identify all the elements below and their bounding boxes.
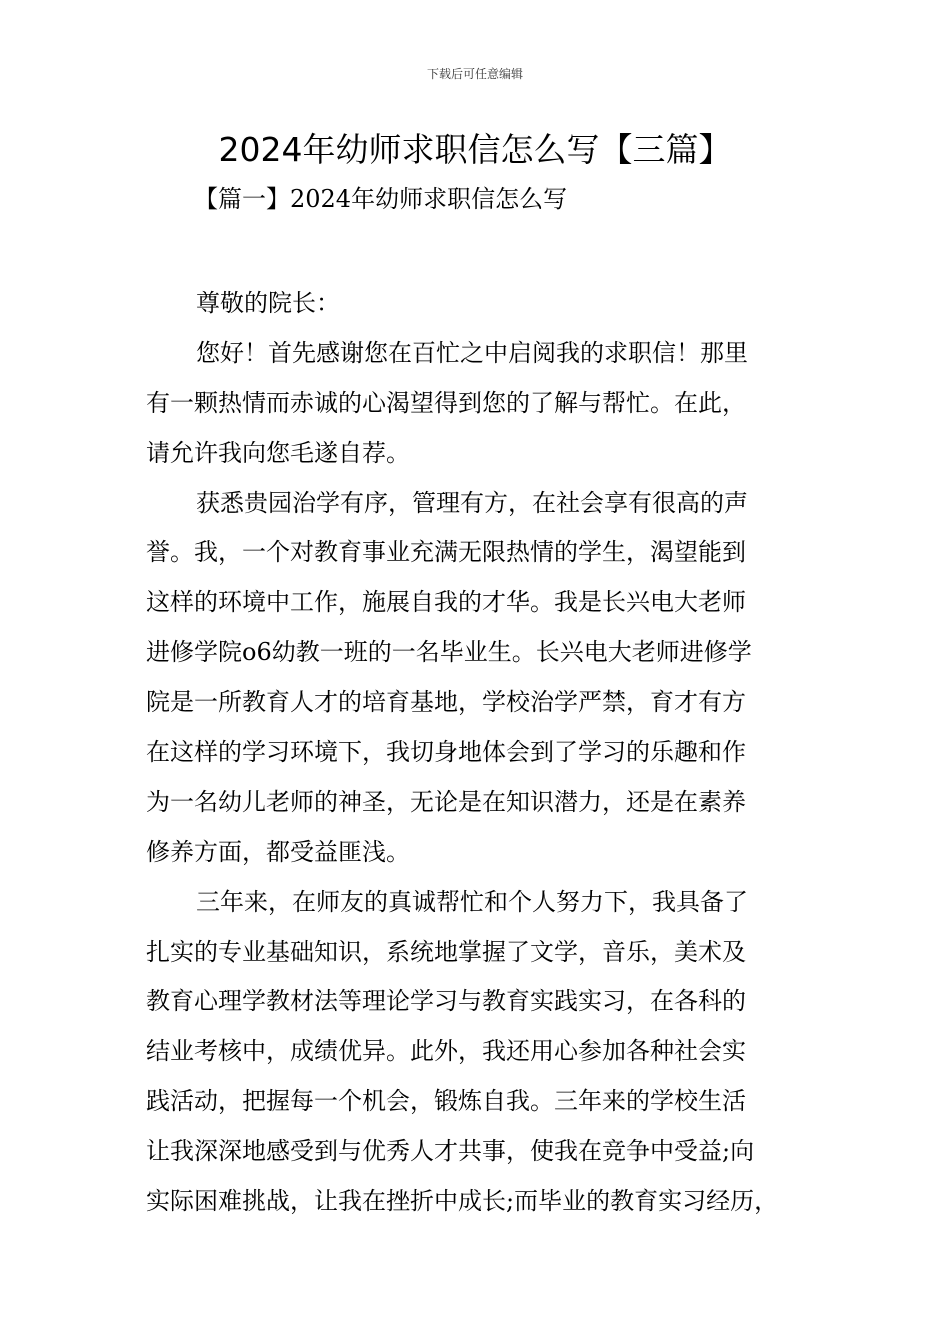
paragraph-line: 您好！首先感谢您在百忙之中启阅我的求职信！那里 bbox=[196, 338, 748, 367]
letter-body bbox=[146, 286, 806, 1234]
salutation: 尊敬的院长： bbox=[196, 289, 340, 317]
paragraph-line: 修养方面，都受益匪浅。 bbox=[146, 837, 410, 866]
paragraph-line: 扎实的专业基础知识，系统地掌握了文学，音乐，美术及 bbox=[146, 937, 746, 966]
header-note: 下载后可任意编辑 bbox=[426, 67, 523, 81]
paragraph-line: 这样的环境中工作，施展自我的才华。我是长兴电大老师 bbox=[146, 588, 746, 617]
paragraph-line: 践活动，把握每一个机会，锻炼自我。三年来的学校生活 bbox=[146, 1087, 746, 1116]
paragraph-line: 三年来，在师友的真诚帮忙和个人努力下，我具备了 bbox=[196, 887, 748, 916]
paragraph-line: 实际困难挑战，让我在挫折中成长;而毕业的教育实习经历， bbox=[146, 1187, 779, 1216]
paragraph-line: 请允许我向您毛遂自荐。 bbox=[146, 438, 410, 467]
paragraph-line: 获悉贵园治学有序，管理有方，在社会享有很高的声 bbox=[196, 488, 748, 517]
paragraph-line: 让我深深地感受到与优秀人才共事，使我在竞争中受益;向 bbox=[146, 1137, 755, 1166]
paragraph-line: 进修学院o6幼教一班的一名毕业生。长兴电大老师进修学 bbox=[146, 638, 752, 667]
section-heading: 【篇一】2024年幼师求职信怎么写 bbox=[194, 185, 568, 213]
paragraph-line: 有一颗热情而赤诚的心渴望得到您的了解与帮忙。在此， bbox=[146, 388, 746, 417]
paragraph-line: 结业考核中，成绩优异。此外，我还用心参加各种社会实 bbox=[146, 1037, 746, 1066]
paragraph-line: 为一名幼儿老师的神圣，无论是在知识潜力，还是在素养 bbox=[146, 787, 746, 816]
paragraph-line: 院是一所教育人才的培育基地，学校治学严禁，育才有方 bbox=[146, 688, 746, 717]
paragraph-line: 誉。我，一个对教育事业充满无限热情的学生，渴望能到 bbox=[146, 538, 746, 567]
document-title: 2024年幼师求职信怎么写【三篇】 bbox=[218, 130, 732, 169]
paragraph-line: 教育心理学教材法等理论学习与教育实践实习，在各科的 bbox=[146, 987, 746, 1016]
paragraph-line: 在这样的学习环境下，我切身地体会到了学习的乐趣和作 bbox=[146, 738, 746, 767]
